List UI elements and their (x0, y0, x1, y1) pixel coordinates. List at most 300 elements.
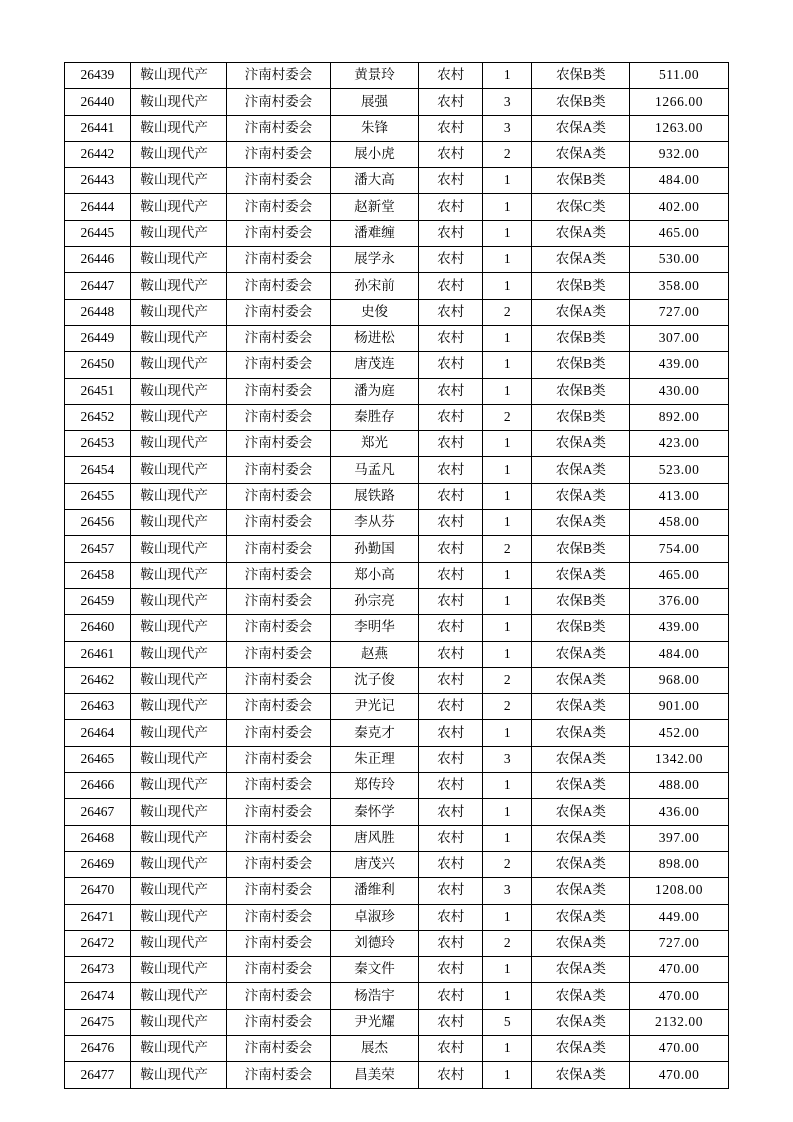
table-row (65, 431, 729, 457)
table-cell-保险类型: 农保B类 (532, 378, 630, 404)
table-cell-序号: 26442 (65, 141, 131, 167)
table-cell-序号: 26466 (65, 773, 131, 799)
table-cell-姓名: 赵燕 (330, 641, 419, 667)
table-cell-金额: 458.00 (630, 510, 729, 536)
table-cell-村委会: 汴南村委会 (227, 641, 330, 667)
table-cell-序号: 26477 (65, 1062, 131, 1088)
table-cell-村委会: 汴南村委会 (227, 851, 330, 877)
table-cell-金额: 484.00 (630, 641, 729, 667)
table-cell-序号: 26451 (65, 378, 131, 404)
table-cell-类别: 农村 (419, 404, 483, 430)
table-cell-姓名: 潘为庭 (330, 378, 419, 404)
table-cell-单位 (130, 352, 227, 378)
table-cell-单位 (130, 273, 227, 299)
table-cell-类别: 农村 (419, 851, 483, 877)
table-row (65, 1035, 729, 1061)
table-cell-人数: 1 (483, 562, 532, 588)
table-cell-序号: 26457 (65, 536, 131, 562)
table-cell-单位 (130, 720, 227, 746)
table-row (65, 667, 729, 693)
table-cell-保险类型: 农保C类 (532, 194, 630, 220)
table-cell-村委会: 汴南村委会 (227, 878, 330, 904)
table-cell-序号: 26473 (65, 957, 131, 983)
table-cell-姓名: 秦克才 (330, 720, 419, 746)
table-cell-保险类型: 农保A类 (532, 1009, 630, 1035)
table-cell-姓名: 郑传玲 (330, 773, 419, 799)
table-cell-村委会: 汴南村委会 (227, 615, 330, 641)
table-row (65, 878, 729, 904)
table-cell-村委会: 汴南村委会 (227, 483, 330, 509)
table-cell-村委会: 汴南村委会 (227, 930, 330, 956)
table-cell-姓名: 刘德玲 (330, 930, 419, 956)
table-cell-姓名: 李从芬 (330, 510, 419, 536)
table-cell-人数: 2 (483, 404, 532, 430)
table-cell-姓名: 昌美荣 (330, 1062, 419, 1088)
table-cell-类别: 农村 (419, 194, 483, 220)
table-cell-人数: 1 (483, 615, 532, 641)
table-cell-姓名: 孙勤国 (330, 536, 419, 562)
table-cell-姓名: 杨进松 (330, 325, 419, 351)
table-cell-姓名: 展学永 (330, 247, 419, 273)
table-row (65, 89, 729, 115)
table-cell-单位 (130, 667, 227, 693)
table-cell-保险类型: 农保A类 (532, 957, 630, 983)
table-row (65, 694, 729, 720)
table-cell-村委会: 汴南村委会 (227, 378, 330, 404)
table-cell-人数: 2 (483, 851, 532, 877)
table-row (65, 194, 729, 220)
table-cell-金额: 1342.00 (630, 746, 729, 772)
table-cell-类别: 农村 (419, 799, 483, 825)
table-cell-姓名: 展杰 (330, 1035, 419, 1061)
org-name-text: 鞍山现代产 (140, 330, 208, 346)
table-cell-姓名: 马孟凡 (330, 457, 419, 483)
org-name-text: 鞍山现代产 (140, 645, 208, 661)
table-cell-人数: 3 (483, 878, 532, 904)
table-cell-村委会: 汴南村委会 (227, 457, 330, 483)
table-row (65, 115, 729, 141)
table-cell-姓名: 秦文件 (330, 957, 419, 983)
table-cell-类别: 农村 (419, 562, 483, 588)
table-cell-姓名: 展强 (330, 89, 419, 115)
org-name-text: 鞍山现代产 (140, 146, 208, 162)
table-cell-序号: 26443 (65, 168, 131, 194)
table-cell-保险类型: 农保B类 (532, 325, 630, 351)
org-name-text: 鞍山现代产 (140, 356, 208, 372)
table-cell-金额: 470.00 (630, 983, 729, 1009)
table-cell-序号: 26458 (65, 562, 131, 588)
table-cell-人数: 1 (483, 1062, 532, 1088)
org-name-text: 鞍山现代产 (140, 1040, 208, 1056)
table-cell-人数: 3 (483, 115, 532, 141)
table-cell-金额: 1208.00 (630, 878, 729, 904)
table-cell-金额: 452.00 (630, 720, 729, 746)
table-cell-人数: 1 (483, 904, 532, 930)
table-cell-村委会: 汴南村委会 (227, 904, 330, 930)
table-cell-类别: 农村 (419, 352, 483, 378)
table-row (65, 352, 729, 378)
table-cell-人数: 1 (483, 720, 532, 746)
table-row (65, 404, 729, 430)
table-cell-序号: 26476 (65, 1035, 131, 1061)
table-cell-保险类型: 农保A类 (532, 457, 630, 483)
table-cell-村委会: 汴南村委会 (227, 746, 330, 772)
org-name-text: 鞍山现代产 (140, 593, 208, 609)
table-cell-姓名: 潘维利 (330, 878, 419, 904)
org-name-text: 鞍山现代产 (140, 803, 208, 819)
table-cell-保险类型: 农保A类 (532, 1035, 630, 1061)
table-cell-村委会: 汴南村委会 (227, 404, 330, 430)
table-cell-姓名: 尹光记 (330, 694, 419, 720)
table-cell-单位 (130, 930, 227, 956)
table-cell-保险类型: 农保A类 (532, 694, 630, 720)
table-cell-金额: 470.00 (630, 1035, 729, 1061)
table-row (65, 63, 729, 89)
table-cell-单位 (130, 878, 227, 904)
table-cell-序号: 26463 (65, 694, 131, 720)
table-cell-单位 (130, 299, 227, 325)
table-cell-保险类型: 农保A类 (532, 930, 630, 956)
table-cell-保险类型: 农保B类 (532, 352, 630, 378)
table-cell-单位 (130, 562, 227, 588)
org-name-text: 鞍山现代产 (140, 672, 208, 688)
table-cell-类别: 农村 (419, 878, 483, 904)
table-cell-单位 (130, 378, 227, 404)
org-name-text: 鞍山现代产 (140, 487, 208, 503)
table-cell-单位 (130, 851, 227, 877)
table-row (65, 562, 729, 588)
org-name-text: 鞍山现代产 (140, 67, 208, 83)
org-name-text: 鞍山现代产 (140, 935, 208, 951)
table-cell-人数: 1 (483, 273, 532, 299)
data-table (64, 62, 729, 1089)
table-row (65, 483, 729, 509)
table-cell-序号: 26470 (65, 878, 131, 904)
table-cell-金额: 523.00 (630, 457, 729, 483)
table-cell-人数: 2 (483, 930, 532, 956)
table-cell-金额: 754.00 (630, 536, 729, 562)
org-name-text: 鞍山现代产 (140, 277, 208, 293)
org-name-text: 鞍山现代产 (140, 225, 208, 240)
table-cell-保险类型: 农保A类 (532, 746, 630, 772)
table-cell-金额: 449.00 (630, 904, 729, 930)
table-cell-村委会: 汴南村委会 (227, 141, 330, 167)
table-cell-类别: 农村 (419, 63, 483, 89)
table-cell-金额: 932.00 (630, 141, 729, 167)
table-cell-保险类型: 农保A类 (532, 510, 630, 536)
table-cell-类别: 农村 (419, 431, 483, 457)
table-cell-单位 (130, 63, 227, 89)
table-cell-金额: 423.00 (630, 431, 729, 457)
table-cell-序号: 26446 (65, 247, 131, 273)
table-cell-保险类型: 农保B类 (532, 404, 630, 430)
table-cell-保险类型: 农保A类 (532, 299, 630, 325)
table-cell-单位 (130, 773, 227, 799)
table-cell-类别: 农村 (419, 247, 483, 273)
table-cell-类别: 农村 (419, 904, 483, 930)
table-cell-姓名: 沈子俊 (330, 667, 419, 693)
table-cell-姓名: 史俊 (330, 299, 419, 325)
table-row (65, 588, 729, 614)
table-cell-人数: 1 (483, 431, 532, 457)
table-cell-类别: 农村 (419, 720, 483, 746)
table-cell-村委会: 汴南村委会 (227, 89, 330, 115)
table-cell-保险类型: 农保A类 (532, 247, 630, 273)
table-row (65, 247, 729, 273)
table-cell-村委会: 汴南村委会 (227, 194, 330, 220)
table-cell-村委会: 汴南村委会 (227, 825, 330, 851)
org-name-text: 鞍山现代产 (140, 882, 208, 898)
table-cell-类别: 农村 (419, 510, 483, 536)
table-cell-序号: 26439 (65, 63, 131, 89)
table-cell-序号: 26471 (65, 904, 131, 930)
table-cell-单位 (130, 168, 227, 194)
table-cell-单位 (130, 904, 227, 930)
table-cell-金额: 2132.00 (630, 1009, 729, 1035)
table-cell-保险类型: 农保A类 (532, 773, 630, 799)
table-cell-人数: 1 (483, 194, 532, 220)
table-cell-类别: 农村 (419, 667, 483, 693)
table-row (65, 141, 729, 167)
table-cell-单位 (130, 510, 227, 536)
table-cell-类别: 农村 (419, 930, 483, 956)
table-cell-类别: 农村 (419, 141, 483, 167)
table-cell-村委会: 汴南村委会 (227, 983, 330, 1009)
org-name-text: 鞍山现代产 (140, 566, 208, 582)
org-name-text: 鞍山现代产 (140, 987, 208, 1003)
table-cell-姓名: 孙宋前 (330, 273, 419, 299)
table-row (65, 641, 729, 667)
org-name-text: 鞍山现代产 (140, 540, 208, 556)
table-cell-保险类型: 农保A类 (532, 799, 630, 825)
table-cell-序号: 26462 (65, 667, 131, 693)
org-name-text: 鞍山现代产 (140, 251, 208, 267)
table-cell-单位 (130, 1009, 227, 1035)
table-cell-村委会: 汴南村委会 (227, 325, 330, 351)
org-name-text: 鞍山现代产 (140, 303, 208, 319)
table-cell-金额: 413.00 (630, 483, 729, 509)
table-cell-序号: 26455 (65, 483, 131, 509)
table-cell-保险类型: 农保A类 (532, 115, 630, 141)
table-cell-村委会: 汴南村委会 (227, 431, 330, 457)
table-cell-单位 (130, 536, 227, 562)
table-cell-姓名: 郑光 (330, 431, 419, 457)
table-cell-序号: 26474 (65, 983, 131, 1009)
table-cell-类别: 农村 (419, 588, 483, 614)
table-cell-保险类型: 农保B类 (532, 89, 630, 115)
table-cell-人数: 1 (483, 220, 532, 246)
table-cell-单位 (130, 220, 227, 246)
org-name-text: 鞍山现代产 (140, 961, 208, 977)
table-cell-类别: 农村 (419, 1009, 483, 1035)
table-row (65, 299, 729, 325)
table-cell-单位 (130, 615, 227, 641)
table-cell-保险类型: 农保B类 (532, 63, 630, 89)
table-cell-类别: 农村 (419, 641, 483, 667)
table-cell-姓名: 赵新堂 (330, 194, 419, 220)
table-cell-村委会: 汴南村委会 (227, 1062, 330, 1088)
table-cell-保险类型: 农保A类 (532, 851, 630, 877)
table-cell-单位 (130, 588, 227, 614)
table-cell-人数: 1 (483, 825, 532, 851)
table-cell-村委会: 汴南村委会 (227, 720, 330, 746)
table-row (65, 851, 729, 877)
table-cell-类别: 农村 (419, 536, 483, 562)
table-cell-类别: 农村 (419, 694, 483, 720)
table-cell-类别: 农村 (419, 773, 483, 799)
table-cell-姓名: 展铁路 (330, 483, 419, 509)
table-cell-村委会: 汴南村委会 (227, 510, 330, 536)
table-cell-保险类型: 农保B类 (532, 615, 630, 641)
table-cell-姓名: 唐茂连 (330, 352, 419, 378)
table-cell-保险类型: 农保A类 (532, 667, 630, 693)
table-cell-金额: 727.00 (630, 299, 729, 325)
table-cell-保险类型: 农保A类 (532, 825, 630, 851)
table-cell-金额: 484.00 (630, 168, 729, 194)
table-cell-人数: 2 (483, 694, 532, 720)
table-cell-金额: 465.00 (630, 220, 729, 246)
table-cell-金额: 439.00 (630, 352, 729, 378)
table-cell-类别: 农村 (419, 957, 483, 983)
table-cell-金额: 901.00 (630, 694, 729, 720)
table-cell-单位 (130, 983, 227, 1009)
table-cell-单位 (130, 404, 227, 430)
org-name-text: 鞍山现代产 (140, 698, 208, 714)
table-cell-单位 (130, 1062, 227, 1088)
table-cell-金额: 430.00 (630, 378, 729, 404)
table-cell-序号: 26464 (65, 720, 131, 746)
table-cell-单位 (130, 799, 227, 825)
table-row (65, 378, 729, 404)
table-cell-序号: 26469 (65, 851, 131, 877)
table-cell-村委会: 汴南村委会 (227, 247, 330, 273)
table-cell-人数: 1 (483, 510, 532, 536)
table-cell-村委会: 汴南村委会 (227, 1035, 330, 1061)
table-cell-金额: 376.00 (630, 588, 729, 614)
table-row (65, 957, 729, 983)
table-row (65, 799, 729, 825)
org-name-text: 鞍山现代产 (140, 514, 208, 530)
org-name-text: 鞍山现代产 (140, 198, 208, 214)
table-cell-村委会: 汴南村委会 (227, 667, 330, 693)
table-cell-金额: 397.00 (630, 825, 729, 851)
table-cell-保险类型: 农保A类 (532, 641, 630, 667)
table-cell-村委会: 汴南村委会 (227, 299, 330, 325)
table-cell-姓名: 唐风胜 (330, 825, 419, 851)
table-cell-人数: 1 (483, 247, 532, 273)
table-cell-村委会: 汴南村委会 (227, 220, 330, 246)
table-cell-序号: 26445 (65, 220, 131, 246)
table-row (65, 825, 729, 851)
table-cell-村委会: 汴南村委会 (227, 352, 330, 378)
table-cell-类别: 农村 (419, 483, 483, 509)
table-cell-金额: 892.00 (630, 404, 729, 430)
table-cell-保险类型: 农保A类 (532, 431, 630, 457)
table-cell-村委会: 汴南村委会 (227, 168, 330, 194)
table-cell-单位 (130, 431, 227, 457)
table-cell-保险类型: 农保A类 (532, 483, 630, 509)
table-cell-人数: 1 (483, 63, 532, 89)
org-name-text: 鞍山现代产 (140, 829, 208, 845)
table-cell-单位 (130, 325, 227, 351)
table-cell-类别: 农村 (419, 168, 483, 194)
table-cell-村委会: 汴南村委会 (227, 1009, 330, 1035)
table-cell-单位 (130, 746, 227, 772)
table-cell-类别: 农村 (419, 746, 483, 772)
table-cell-人数: 2 (483, 141, 532, 167)
table-cell-类别: 农村 (419, 273, 483, 299)
table-cell-单位 (130, 141, 227, 167)
table-cell-保险类型: 农保B类 (532, 588, 630, 614)
table-cell-序号: 26461 (65, 641, 131, 667)
table-cell-序号: 26452 (65, 404, 131, 430)
table-cell-类别: 农村 (419, 299, 483, 325)
table-cell-金额: 436.00 (630, 799, 729, 825)
table-cell-人数: 1 (483, 957, 532, 983)
table-cell-人数: 2 (483, 536, 532, 562)
table-cell-类别: 农村 (419, 325, 483, 351)
table-cell-姓名: 卓淑珍 (330, 904, 419, 930)
table-cell-金额: 488.00 (630, 773, 729, 799)
table-cell-序号: 26468 (65, 825, 131, 851)
table-cell-序号: 26472 (65, 930, 131, 956)
table-body (65, 63, 729, 1089)
table-cell-人数: 1 (483, 352, 532, 378)
table-cell-单位 (130, 89, 227, 115)
table-cell-序号: 26447 (65, 273, 131, 299)
table-cell-人数: 3 (483, 89, 532, 115)
table-cell-人数: 1 (483, 983, 532, 1009)
table-cell-姓名: 朱锋 (330, 115, 419, 141)
table-cell-序号: 26444 (65, 194, 131, 220)
table-row (65, 773, 729, 799)
table-cell-金额: 1263.00 (630, 115, 729, 141)
table-cell-金额: 439.00 (630, 615, 729, 641)
org-name-text: 鞍山现代产 (140, 619, 208, 635)
table-cell-保险类型: 农保A类 (532, 904, 630, 930)
table-cell-人数: 1 (483, 378, 532, 404)
table-cell-单位 (130, 247, 227, 273)
org-name-text: 鞍山现代产 (140, 461, 208, 477)
table-row (65, 983, 729, 1009)
table-cell-单位 (130, 825, 227, 851)
table-cell-姓名: 潘大高 (330, 168, 419, 194)
table-cell-村委会: 汴南村委会 (227, 536, 330, 562)
table-cell-类别: 农村 (419, 825, 483, 851)
org-name-text: 鞍山现代产 (140, 409, 208, 425)
table-cell-村委会: 汴南村委会 (227, 799, 330, 825)
table-cell-序号: 26448 (65, 299, 131, 325)
table-cell-人数: 3 (483, 746, 532, 772)
table-row (65, 536, 729, 562)
table-cell-人数: 1 (483, 1035, 532, 1061)
org-name-text: 鞍山现代产 (140, 1013, 208, 1029)
table-cell-序号: 26460 (65, 615, 131, 641)
table-cell-金额: 465.00 (630, 562, 729, 588)
table-cell-姓名: 杨浩宇 (330, 983, 419, 1009)
table-row (65, 1009, 729, 1035)
table-cell-金额: 470.00 (630, 1062, 729, 1088)
table-cell-金额: 307.00 (630, 325, 729, 351)
table-cell-单位 (130, 641, 227, 667)
org-name-text: 鞍山现代产 (140, 435, 208, 451)
table-cell-金额: 358.00 (630, 273, 729, 299)
table-cell-人数: 1 (483, 799, 532, 825)
table-cell-人数: 1 (483, 483, 532, 509)
table-cell-保险类型: 农保A类 (532, 141, 630, 167)
table-cell-保险类型: 农保A类 (532, 1062, 630, 1088)
table-cell-金额: 470.00 (630, 957, 729, 983)
